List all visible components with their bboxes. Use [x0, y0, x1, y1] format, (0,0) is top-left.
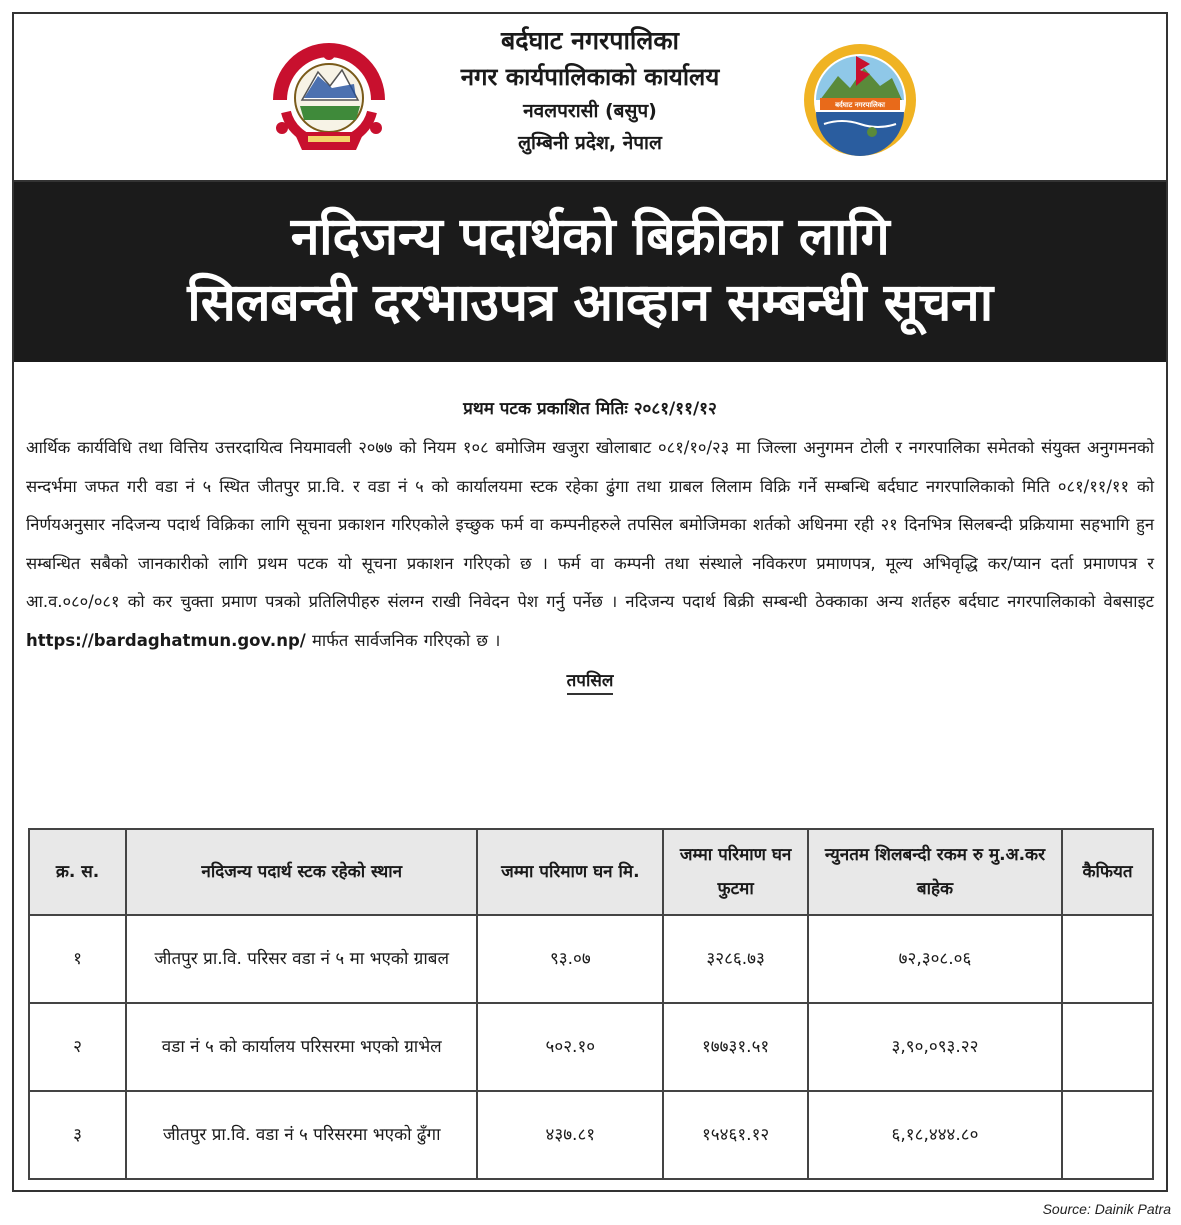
cell-quantity-cubic-m: ९३.०७ — [477, 915, 663, 1003]
cell-serial: २ — [29, 1003, 126, 1091]
title-line-2: सिलबन्दी दरभाउपत्र आव्हान सम्बन्धी सूचना — [187, 273, 993, 333]
schedule-table — [28, 828, 1154, 1180]
cell-quantity-cubic-m: ५०२.१० — [477, 1003, 663, 1091]
district-name: नवलपरासी (बसुप) — [523, 100, 657, 122]
cell-location: जीतपुर प्रा.वि. वडा नं ५ परिसरमा भएको ढुँगा — [126, 1091, 477, 1179]
office-name: नगर कार्यपालिकाको कार्यालय — [460, 63, 720, 91]
table-header-row — [29, 829, 1153, 915]
cell-minimum-bid: ७२,३०८.०६ — [808, 915, 1062, 1003]
cell-minimum-bid: ३,९०,०९३.२२ — [808, 1003, 1062, 1091]
province-name: लुम्बिनी प्रदेश, नेपाल — [518, 132, 662, 154]
table-row — [29, 1091, 1153, 1179]
header-text — [14, 22, 1166, 153]
notice-body — [14, 396, 1166, 691]
cell-remarks — [1062, 915, 1153, 1003]
notice-paragraph-text: आर्थिक कार्यविधि तथा वित्तिय उत्तरदायित्व नियमावली २०७७ को नियम १०८ बमोजिम खजुरा खोलाबाट ०८१/१०/२३ मा जिल्ला अनुगमन टोली र नगरपालिका समेतको संयुक्त अनुगमनको सन्दर्भमा जफत गरी वडा नं ५ स्थित जीतपुर प्रा.वि. र वडा नं ५ को कार्यालयमा स्टक रहेका ढुंगा तथा ग्राबल लिलाम विक्रि गर्ने सम्बन्धि बर्दघाट नगरपालिकाको मिति ०८१/११/११ को निर्णयअनुसार नदिजन्य पदार्थ विक्रिका लागि सूचना प्रकाशन गरिएकोले इच्छुक फर्म वा कम्पनीहरुले तपसिल बमोजिमका शर्तको अधिनमा रही २१ दिनभित्र सिलबन्दी प्रक्रियामा सहभागि हुन सम्बन्धित सबैको जानकारीको लागि प्रथम पटक यो सूचना प्रकाशन गरिएको छ । फर्म वा कम्पनी तथा संस्थाले नविकरण प्रमाणपत्र, मूल्य अभिवृद्धि कर/प्यान दर्ता प्रमाणपत्र र आ.व.०८०/०८१ को कर चुक्ता प्रमाण पत्रको प्रतिलिपीहरु संलग्न राखी निवेदन पेश गर्नु पर्नेछ । नदिजन्य पदार्थ बिक्री सम्बन्धी ठेक्काका अन्य शर्तहरु बर्दघाट नगरपालिकाको वेबसाइट — [26, 438, 1154, 611]
cell-serial: ३ — [29, 1091, 126, 1179]
notice-paragraph — [26, 429, 1154, 660]
notice-header — [14, 14, 1166, 182]
notice-paragraph-tail: मार्फत सार्वजनिक गरिएको छ । — [305, 630, 501, 650]
website-link[interactable]: https://bardaghatmun.gov.np/ — [26, 630, 306, 650]
cell-quantity-cubic-ft: १७७३१.५१ — [663, 1003, 808, 1091]
cell-remarks — [1062, 1003, 1153, 1091]
col-quantity-cubic-m: जम्मा परिमाण घन मि. — [477, 829, 663, 915]
notice-title-banner — [14, 182, 1166, 362]
municipality-logo-icon — [802, 42, 918, 158]
municipality-name: बर्दघाट नगरपालिका — [500, 26, 680, 55]
col-quantity-cubic-ft: जम्मा परिमाण घन फुटमा — [663, 829, 808, 915]
municipality-logo-text: बर्दघाट नगरपालिका — [835, 101, 885, 109]
col-serial: क्र. स. — [29, 829, 126, 915]
title-line-1: नदिजन्य पदार्थको बिक्रीका लागि — [290, 207, 890, 267]
cell-location: वडा नं ५ को कार्यालय परिसरमा भएको ग्राभेल — [126, 1003, 477, 1091]
table-row — [29, 1003, 1153, 1091]
cell-quantity-cubic-ft: ३२८६.७३ — [663, 915, 808, 1003]
cell-minimum-bid: ६,१८,४४४.८० — [808, 1091, 1062, 1179]
cell-quantity-cubic-m: ४३७.८१ — [477, 1091, 663, 1179]
col-location: नदिजन्य पदार्थ स्टक रहेको स्थान — [126, 829, 477, 915]
cell-serial: १ — [29, 915, 126, 1003]
notice-sheet — [12, 12, 1168, 1192]
col-remarks: कैफियत — [1062, 829, 1153, 915]
table-row — [29, 915, 1153, 1003]
cell-remarks — [1062, 1091, 1153, 1179]
cell-location: जीतपुर प्रा.वि. परिसर वडा नं ५ मा भएको ग्राबल — [126, 915, 477, 1003]
col-minimum-bid: न्युनतम शिलबन्दी रकम रु मु.अ.कर बाहेक — [808, 829, 1062, 915]
publish-date: प्रथम पटक प्रकाशित मितिः २०८१/११/१२ — [463, 399, 717, 419]
cell-quantity-cubic-ft: १५४६१.१२ — [663, 1091, 808, 1179]
source-credit: Source: Dainik Patra — [1042, 1201, 1171, 1217]
schedule-heading: तपसिल — [26, 668, 1154, 691]
